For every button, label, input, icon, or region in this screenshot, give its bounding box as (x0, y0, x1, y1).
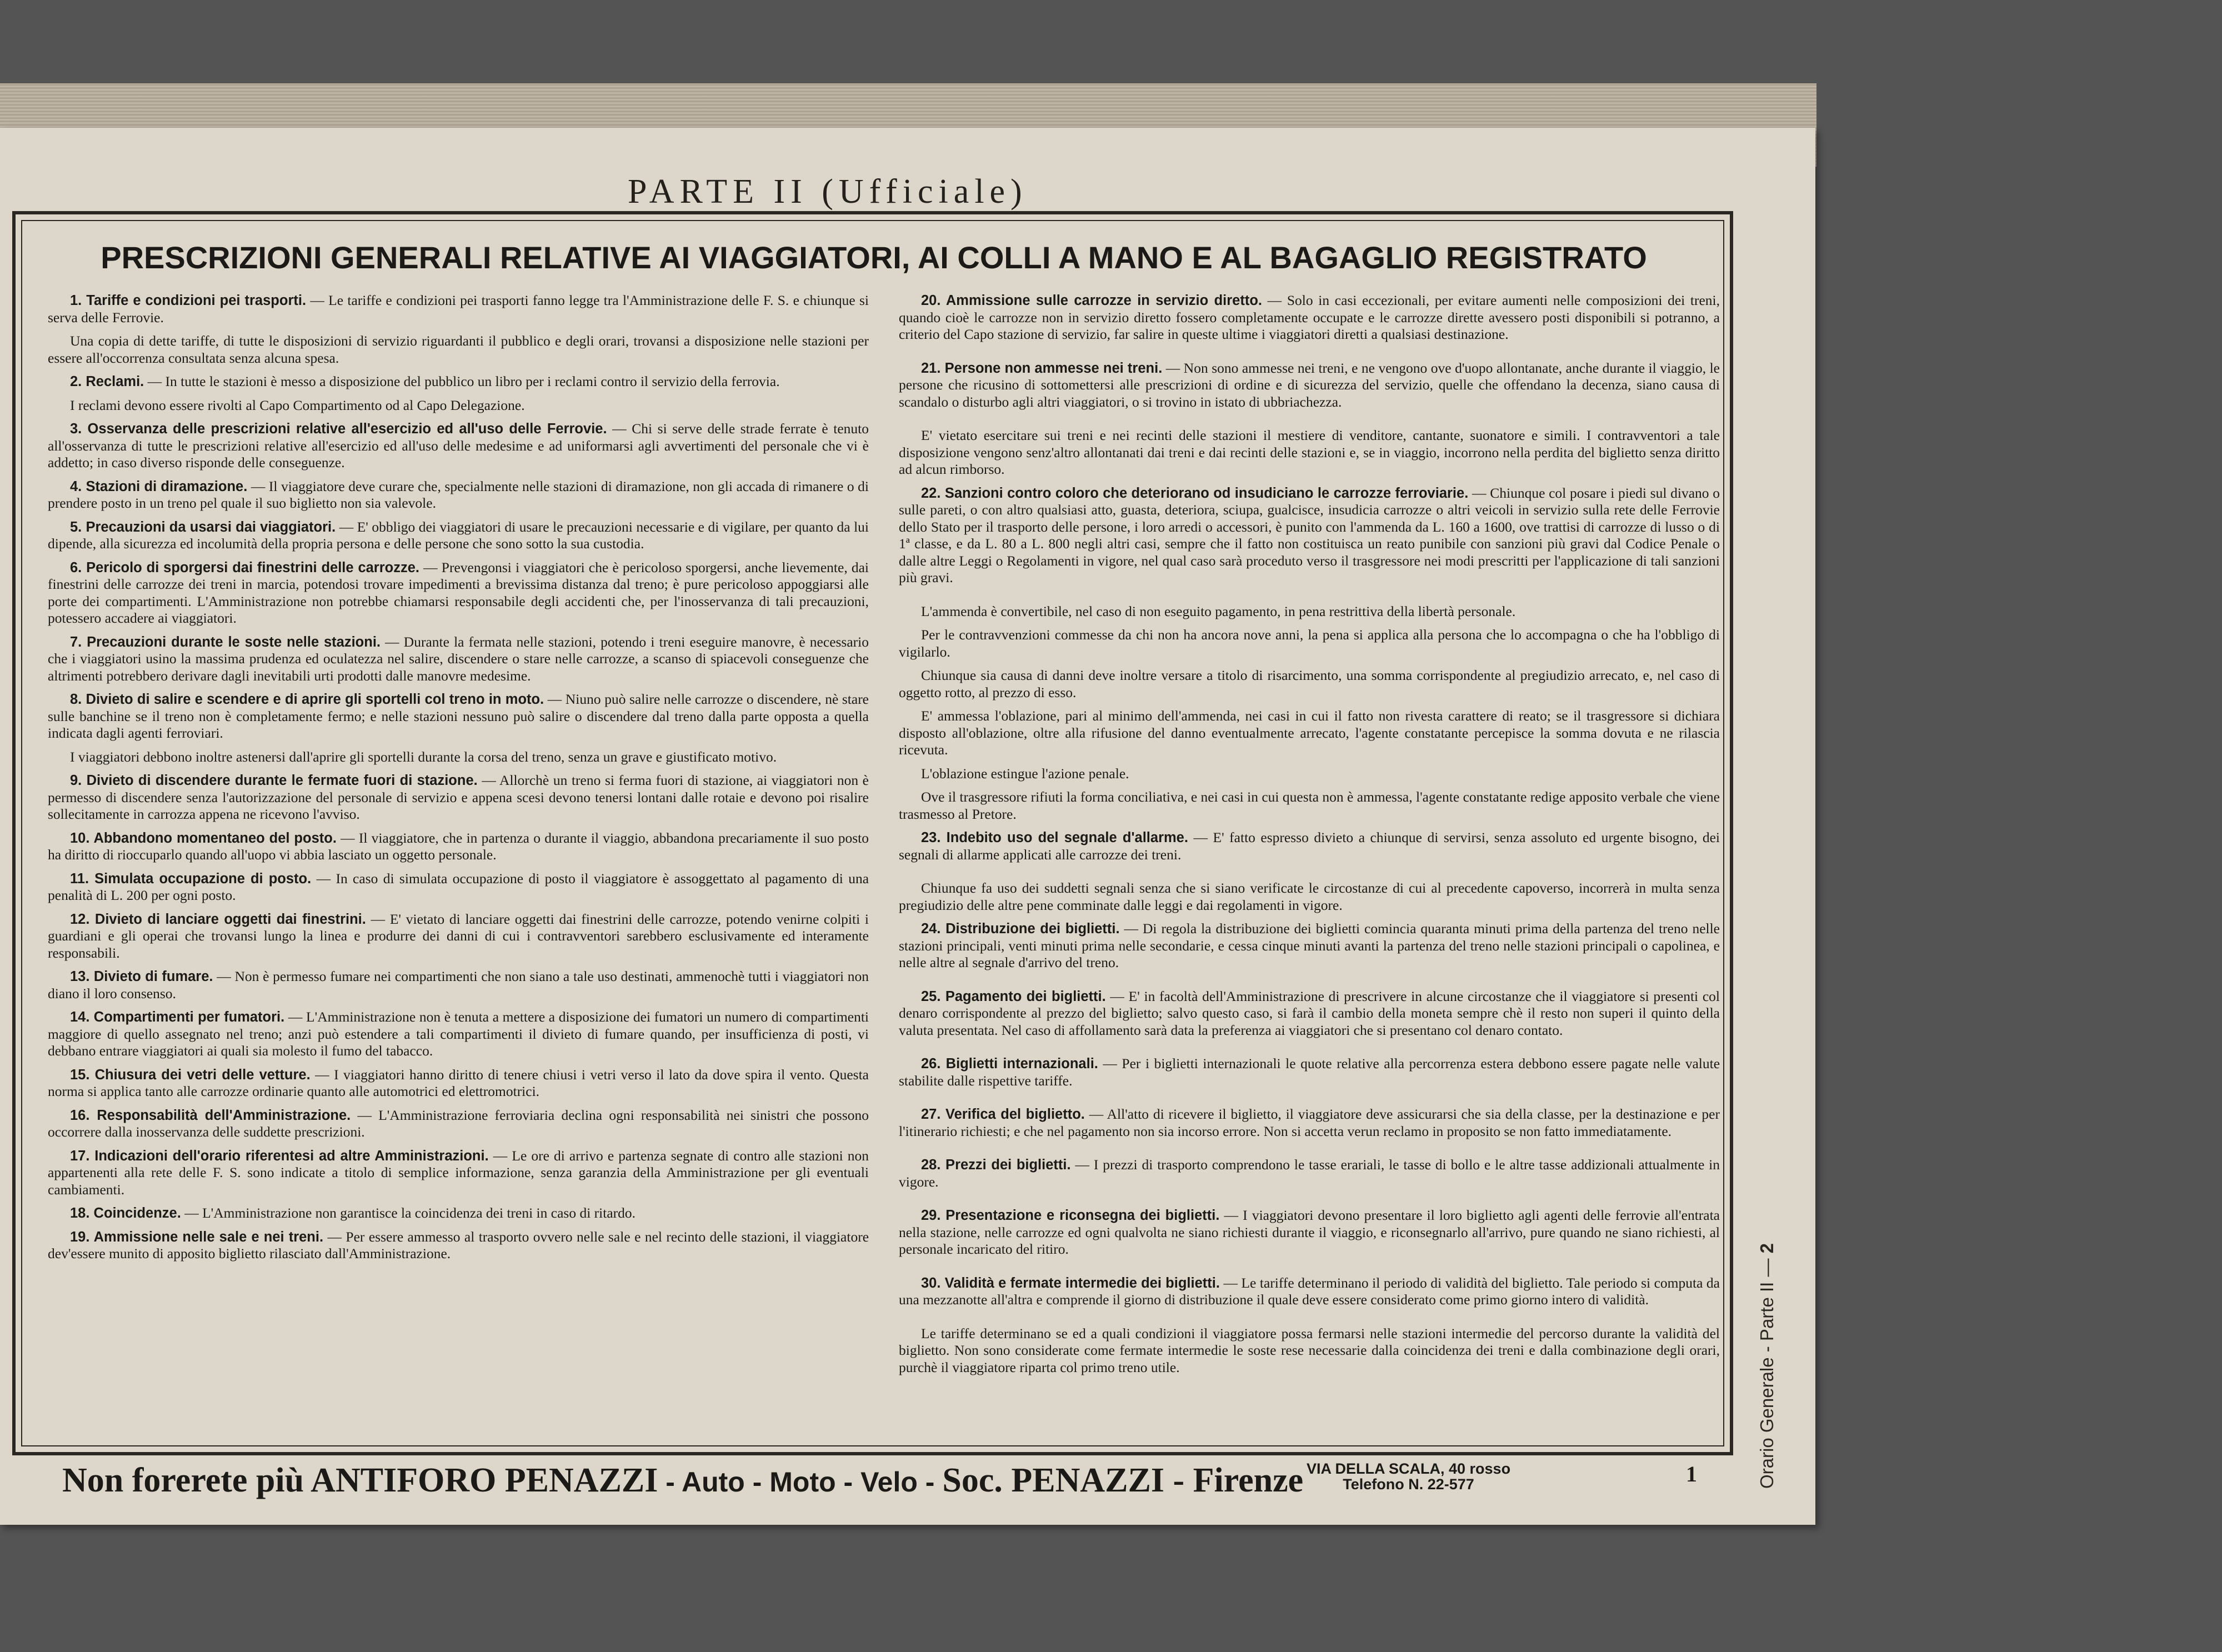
section (48, 1067, 869, 1100)
section-text: — E' fatto espresso divieto a chiunque di servirsi, senza assoluto ed urgente bisogno, dei segnali di allarme applicati alle carrozze dei treni. (899, 829, 1720, 863)
section-heading: 6. Pericolo di sporgersi dai finestrini delle carrozze. (70, 559, 419, 575)
section-text: — Chi si serve delle strade ferrate è tenuto all'osservanza di tutte le prescrizioni relative all'esercizio ed all'uso delle medesime e ad uniformarsi agli avvertimenti del personale che vi è addetto; in caso diverso risponde delle conseguenze. (48, 420, 869, 470)
section (48, 519, 869, 553)
section-text: — Per essere ammesso al trasporto ovvero nelle sale e nel recinto delle stazioni, il viaggiatore dev'essere munito di apposito biglietto rilasciato dall'Amministrazione. (48, 1228, 869, 1261)
section (48, 559, 869, 627)
section (48, 420, 869, 472)
section (899, 920, 1720, 972)
section (48, 1229, 869, 1263)
section-heading: 4. Stazioni di diramazione. (70, 478, 248, 494)
section (48, 772, 869, 823)
section-heading: 16. Responsabilità dell'Amministrazione. (70, 1107, 351, 1123)
section (899, 485, 1720, 587)
section (48, 911, 869, 962)
ad-middle-text: - Auto - Moto - Velo - (658, 1466, 943, 1498)
document-page (0, 128, 1815, 1525)
section-paragraph: Una copia di dette tariffe, di tutte le disposizioni di servizio riguardanti il pubblico e degli orari, trovansi a disposizione nelle stazioni per essere all'occorrenza consultata senza alcuna spesa. (48, 333, 869, 366)
section-text: — Niuno può salire nelle carrozze o discendere, nè stare sulle banchine se il treno non è completamente fermo; e nelle stazioni nessuno può salire o discendere dal treno dalla parte opposta a quella indicata dagli agenti ferroviari. (48, 691, 869, 741)
section (899, 292, 1720, 343)
section-heading: 19. Ammissione nelle sale e nei treni. (70, 1229, 324, 1245)
section-heading: 25. Pagamento dei biglietti. (921, 988, 1106, 1004)
section-text: — Il viaggiatore deve curare che, specialmente nelle stazioni di diramazione, non gli accada di rimanere o di prendere posto in un treno pel quale il suo biglietto non sia valevole. (48, 478, 869, 511)
ad-main-text: Non forerete più ANTIFORO PENAZZI (62, 1461, 658, 1499)
section-text: — Allorchè un treno si ferma fuori di stazione, ai viaggiatori non è permesso di discendere senza l'autorizzazione del personale di servizio e appena scesi devono tenersi lontani dalle rotaie e devono poi risalire sollecitamente in carrozza appena ne ricevono l'avviso. (48, 772, 869, 822)
section-paragraph: Chiunque sia causa di danni deve inoltre versare a titolo di risarcimento, una somma corrispondente al pregiudizio arrecato, e, nel caso di oggetto rotto, al prezzo di esso. (899, 667, 1720, 700)
section-text: — Non è permesso fumare nei compartimenti che non siano a tale uso destinati, ammenochè tutti i viaggiatori non diano il loro consenso. (48, 968, 869, 1002)
section (48, 968, 869, 1002)
section-paragraph: L'ammenda è convertibile, nel caso di non eseguito pagamento, in pena restrittiva della libertà personale. (921, 603, 1516, 619)
section-heading: 8. Divieto di salire e scendere e di aprire gli sportelli col treno in moto. (70, 692, 544, 707)
section-text: — I viaggiatori devono presentare il loro biglietto agli agenti delle ferrovie all'entrata nella stazione, nelle carrozze ed ogni qualvolta ne siano richiesti durante il viaggio, e riconsegnarlo all'arrivo, pure quando ne siano richiesti, al personale incaricato del ritiro. (899, 1207, 1720, 1257)
section-text: — Durante la fermata nelle stazioni, potendo i treni eseguire manovre, è necessario che i viaggiatori usino la massima prudenza ed oculatezza nel salire, discendere o stare nelle carrozze, a scanso di spiacevoli conseguenze che altrimenti potrebbero derivare dagli inevitabili urti prodotti dalle manovre medesime. (48, 633, 869, 684)
section-heading: 21. Persone non ammesse nei treni. (921, 360, 1163, 376)
section-heading: 22. Sanzioni contro coloro che deteriorano od insudiciano le carrozze ferroviarie. (921, 485, 1469, 501)
ad-company-text: Soc. PENAZZI - Firenze (942, 1461, 1304, 1499)
section-heading: 2. Reclami. (70, 374, 144, 389)
section-paragraph: E' vietato esercitare sui treni e nei recinti delle stazioni il mestiere di venditore, cantante, suonatore e simili. I contravventori a tale disposizione vengono senz'altro allontanati dai treni e dai recinti delle stazioni e, se in viaggio, incorrono nella perdita del biglietto senza diritto ad alcun rimborso. (899, 427, 1720, 477)
section-heading: 15. Chiusura dei vetri delle vetture. (70, 1067, 311, 1083)
section-paragraph: E' ammessa l'oblazione, pari al minimo dell'ammenda, nei casi in cui il fatto non rivesta carattere di reato; se il trasgressore si dichiara disposto all'oblazione, oltre alla rifusione del danno eventualmente arrecato, l'agente constatante percepisce la somma dovuta e ne rilascia ricevuta. (899, 708, 1720, 758)
section-text: — Di regola la distribuzione dei biglietti comincia quaranta minuti prima della partenza del treno nelle stazioni principali, venti minuti prima nelle secondarie, e cessa cinque minuti avanti la partenza del treno nelle stazioni principali o capolinea, e nelle altre al segnale d'arrivo del treno. (899, 920, 1720, 970)
section (899, 988, 1720, 1039)
ad-address-line2: Telefono N. 22-577 (1343, 1476, 1474, 1493)
section (48, 478, 869, 512)
section (48, 292, 869, 326)
section-heading: 10. Abbandono momentaneo del posto. (70, 830, 337, 846)
section (899, 1157, 1720, 1190)
section-paragraph: I reclami devono essere rivolti al Capo Compartimento od al Capo Delegazione. (70, 397, 525, 413)
section-heading: 29. Presentazione e riconsegna dei biglietti. (921, 1208, 1220, 1223)
section-heading: 12. Divieto di lanciare oggetti dai finestrini. (70, 911, 366, 927)
section-text: — Prevengonsi i viaggiatori che è pericoloso sporgersi, anche lievemente, dai finestrini delle carrozze dei treni in marcia, potendosi trovare impedimenti a brevissima distanza dal treno; è pure pericoloso appoggiarsi alle porte dei compartimenti. L'Amministrazione non potrebbe chiamarsi responsabile degli accidenti che, per l'inosservanza di tali precauzioni, potessero accadere ai viaggiatori. (48, 559, 869, 626)
section-heading: 13. Divieto di fumare. (70, 969, 213, 984)
page-number: 1 (1686, 1461, 1697, 1486)
section (899, 829, 1720, 863)
section (899, 1207, 1720, 1258)
section-text: — E' vietato di lanciare oggetti dai finestrini delle carrozze, potendo venirne colpiti i guardiani e gli operai che trovansi lungo la linea e produrre dei danni di cui i contravventori sarebbero esclusivamente ed interamente responsabili. (48, 910, 869, 961)
left-column (48, 292, 869, 1269)
section-text: — I prezzi di trasporto comprendono le tasse erariali, le tasse di bollo e le altre tasse addizionali attualmente in vigore. (899, 1157, 1720, 1190)
section (48, 634, 869, 685)
section-text: — L'Amministrazione non garantisce la coincidenza dei treni in caso di ritardo. (184, 1205, 636, 1221)
section-text: — Chiunque col posare i piedi sul divano o sulle pareti, o con altro qualsiasi atto, guasta, deteriora, sciupa, gualcisce, insudicia carrozze o altri veicoli in servizio sulla rete delle Ferrovie dello Stato per il trasporto delle persone, i loro arredi o accessori, è punito con l'ammenda da L. 160 a 1600, ove trattisi di carrozze di lusso o di 1ª classe, e da L. 80 a L. 800 negli altri casi, sempre che il fatto non costituisca un reato punibile con sanzioni più gravi dal Codice Penale o dalle altre Leggi o Regolamenti in vigore, nel qual caso sarà proceduto verso il trasgressore nei modi prescritti per l'applicazione di tali sanzioni più gravi. (899, 484, 1720, 585)
right-column (899, 292, 1720, 1383)
section-heading: 9. Divieto di discendere durante le fermate fuori di stazione. (70, 773, 478, 788)
ad-address (1307, 1461, 1510, 1492)
section-text: — Non sono ammesse nei treni, e ne vengono ove d'uopo allontanate, anche durante il viaggio, le persone che ricusino di sottomettersi alle prescrizioni di ordine e di sicurezza del servizio, quelle che offendano la decenza, siano causa di scandalo o disturbo agli altri viaggiatori, o si trovino in istato di ubbriachezza. (899, 359, 1720, 410)
section (48, 1009, 869, 1060)
section-paragraph: Per le contravvenzioni commesse da chi non ha ancora nove anni, la pena si applica alla persona che lo accompagna o che ha l'obbligo di vigilarlo. (899, 627, 1720, 660)
section-heading: 3. Osservanza delle prescrizioni relative all'esercizio ed all'uso delle Ferrovie. (70, 421, 607, 437)
section (48, 373, 869, 391)
section-heading: 5. Precauzioni da usarsi dai viaggiatori. (70, 519, 336, 535)
main-title: PRESCRIZIONI GENERALI RELATIVE AI VIAGGIATORI, AI COLLI A MANO E AL BAGAGLIO REGISTRATO (101, 240, 1647, 275)
section-heading: 11. Simulata occupazione di posto. (70, 870, 312, 887)
section-text: — Le tariffe e condizioni pei trasporti fanno legge tra l'Amministrazione delle F. S. e chiunque si serva delle Ferrovie. (48, 292, 869, 326)
section-heading: 18. Coincidenze. (70, 1205, 181, 1221)
section (48, 870, 869, 904)
section-paragraph: L'oblazione estingue l'azione penale. (921, 765, 1129, 782)
section-paragraph: Le tariffe determinano se ed a quali condizioni il viaggiatore possa fermarsi nelle stazioni intermedie del percorso durante la validità del biglietto. Non sono considerate come fermate intermedie le soste rese necessarie dalla coincidenza dei treni e dalla combinazione degli orari, purchè il viaggiatore riparta col primo treno utile. (899, 1325, 1720, 1375)
section (899, 1275, 1720, 1309)
section-heading: 14. Compartimenti per fumatori. (70, 1009, 285, 1025)
section-heading: 24. Distribuzione dei biglietti. (921, 921, 1120, 937)
section (48, 1205, 869, 1222)
section-paragraph: Ove il trasgressore rifiuti la forma conciliativa, e nei casi in cui questa non è ammessa, l'agente constatante redige apposito verbale che viene trasmesso al Pretore. (899, 789, 1720, 822)
section-text: — Per i biglietti internazionali le quote relative alla percorrenza estera debbono essere pagate nelle valute stabilite dalle rispettive tariffe. (899, 1055, 1720, 1089)
section (899, 1106, 1720, 1140)
section-heading: 30. Validità e fermate intermedie dei biglietti. (921, 1275, 1220, 1291)
section-heading: 7. Precauzioni durante le soste nelle stazioni. (70, 634, 381, 650)
side-caption (1756, 1243, 1778, 1489)
section-paragraph: I viaggiatori debbono inoltre astenersi dall'aprire gli sportelli durante la corsa del treno, senza un grave e giustificato motivo. (70, 748, 777, 765)
ad-address-line1: VIA DELLA SCALA, 40 rosso (1307, 1460, 1511, 1477)
section-heading: 17. Indicazioni dell'orario riferentesi ad altre Amministrazioni. (70, 1148, 489, 1164)
section-text: — L'Amministrazione non è tenuta a mettere a disposizione dei fumatori un numero di compartimenti maggiore di quello assegnato nel treno; anzi può estendere a tali compartimenti il divieto di fumare quando, per insufficienza di posti, vi debbano entrare viaggiatori ai quali sia molesto il fumo del tabacco. (48, 1009, 869, 1059)
section (48, 1148, 869, 1199)
section-text: — All'atto di ricevere il biglietto, il viaggiatore deve assicurarsi che sia della classe, per la destinazione e per l'itinerario richiesti; e che nel pagamento non sia incorso errore. Non si accetta verun reclamo in proposito se non fatto immediatamente. (899, 1106, 1720, 1139)
section-paragraph: Chiunque fa uso dei suddetti segnali senza che si siano verificate le circostanze di cui al precedente capoverso, incorrerà in multa senza pregiudizio delle altre pene comminate dalle leggi e dai regolamenti in vigore. (899, 880, 1720, 913)
section-text: — Solo in casi eccezionali, per evitare aumenti nelle composizioni dei treni, quando cioè le carrozze non in servizio diretto fossero completamente occupate e le carrozze dirette avessero posti disponibili si potranno, a criterio del Capo stazione di servizio, far salire in queste ultime i viaggiatori diretti a qualsiasi destinazione. (899, 292, 1720, 342)
section-text: — E' obbligo dei viaggiatori di usare le precauzioni necessarie e di vigilare, per quanto da lui dipende, alla sicurezza ed incolumità della propria persona e delle persone che sono sotto la sua custodia. (48, 518, 869, 552)
section-text: — E' in facoltà dell'Amministrazione di prescrivere in alcune circostanze che il viaggiatore si presenti col denaro corrispondente al prezzo del biglietto; salvo questo caso, si farà il cambio della moneta sempre chè il resto non superi il quinto della valuta presentata. Nel caso di affollamento sarà data la preferenza ai viaggiatori che si presentano col denaro contato. (899, 988, 1720, 1038)
section (899, 1055, 1720, 1089)
section-heading: 28. Prezzi dei biglietti. (921, 1157, 1071, 1173)
section-text: — Il viaggiatore, che in partenza o durante il viaggio, abbandona precariamente il suo posto ha diritto di rioccuparlo quando all'uopo vi abbia lasciato un oggetto personale. (48, 829, 869, 863)
section (48, 1107, 869, 1141)
section-text: — Le tariffe determinano il periodo di validità del biglietto. Tale periodo si computa da una mezzanotte all'altra e comprende il giorno di distribuzione il quale deve essere considerato come primo giorno intero di validità. (899, 1274, 1720, 1308)
section-heading: 27. Verifica del biglietto. (921, 1107, 1085, 1122)
side-caption-text: Orario Generale - Parte II — (1756, 1253, 1777, 1489)
section-text: — I viaggiatori hanno diritto di tenere chiusi i vetri verso il lato da dove spira il vento. Questa norma si applica tanto alle carrozze ordinarie quanto alle automotrici ed elettromotrici. (48, 1066, 869, 1099)
advertisement-banner (62, 1461, 1812, 1500)
section-heading: 23. Indebito uso del segnale d'allarme. (921, 830, 1188, 845)
section-heading: 26. Biglietti internazionali. (921, 1056, 1098, 1072)
content-frame (12, 211, 1733, 1455)
section-text: — L'Amministrazione ferroviaria declina ogni responsabilità nei sinistri che possono occorrere dalla inosservanza delle suddette prescrizioni. (48, 1107, 869, 1140)
section (48, 691, 869, 742)
section-text: — In caso di simulata occupazione di posto il viaggiatore è assoggettato al pagamento di una penalità di L. 200 per ogni posto. (48, 870, 869, 903)
section (899, 360, 1720, 411)
section-heading: 20. Ammissione sulle carrozze in servizio diretto. (921, 293, 1262, 308)
section (48, 830, 869, 864)
side-caption-number: 2 (1756, 1243, 1777, 1254)
section-heading: 1. Tariffe e condizioni pei trasporti. (70, 293, 307, 308)
section-text: — Le ore di arrivo e partenza segnate di contro alle stazioni non appartenenti alla rete delle F. S. sono indicate a titolo di semplice informazione, senza garanzia della Amministrazione per gli eventuali cambiamenti. (48, 1147, 869, 1198)
section-text: — In tutte le stazioni è messo a disposizione del pubblico un libro per i reclami contro il servizio della ferrovia. (147, 373, 780, 389)
part-title: PARTE II (Ufficiale) (628, 173, 1028, 211)
